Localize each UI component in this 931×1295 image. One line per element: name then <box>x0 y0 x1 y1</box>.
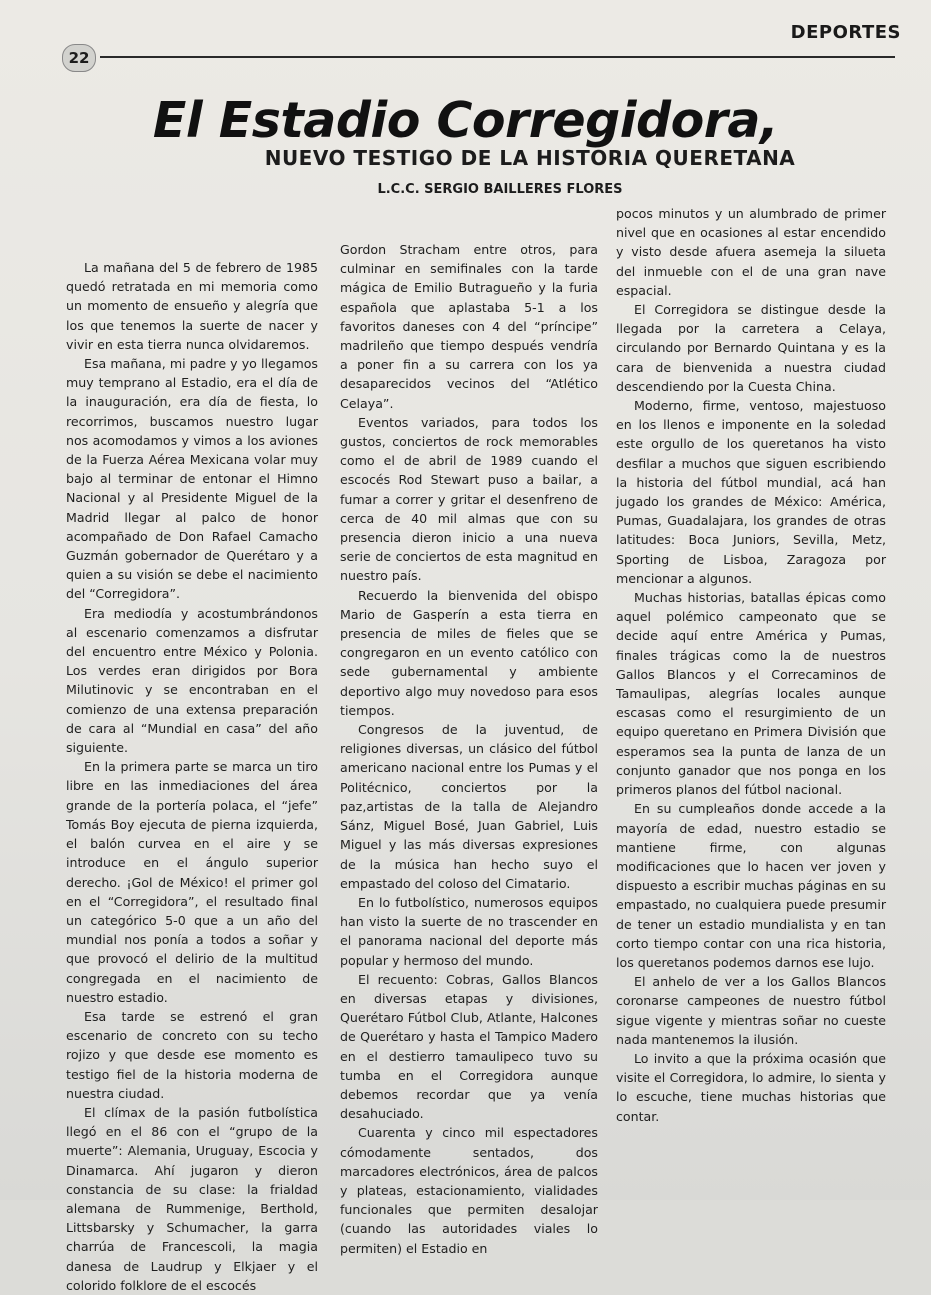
paragraph: Congresos de la juventud, de religiones diversas, un clásico del fútbol americano nacional entre los Pumas y el Politécnico, conciertos por la paz,artistas de la talla de Alejandro Sánz, Miguel Bosé, Juan Gabriel, Luis Miguel y las más diversas expresiones de la música han hecho suyo el empastado del coloso del Cimatario. <box>340 722 598 891</box>
article-column-3 <box>616 204 886 1126</box>
paragraph: Muchas historias, batallas épicas como aquel polémico campeonato que se decide aquí entre América y Pumas, finales trágicas como la de nuestros Gallos Blancos y el Correcaminos de Tamaulipas, alegrías locales aunque escasas como el resurgimiento de un equipo queretano en Primera División que esperamos sea la punta de lanza de un conjunto ganador que nos ponga en los primeros planos del fútbol nacional. <box>616 590 886 798</box>
paragraph: Cuarenta y cinco mil espectadores cómodamente sentados, dos marcadores electrónicos, área de palcos y plateas, estacionamiento, vialidades funcionales que permiten desalojar (cuando las autoridades viales lo permiten) el Estadio en <box>340 1125 598 1256</box>
article-subtitle: NUEVO TESTIGO DE LA HISTORIA QUERETANA <box>264 146 796 170</box>
paragraph: Era mediodía y acostumbrándonos al escenario comenzamos a disfrutar del encuentro entre México y Polonia. Los verdes eran dirigidos por Bora Milutinovic y se encontraban en el comienzo de una extensa preparación de cara al “Mundial en casa” del año siguiente. <box>66 605 318 756</box>
section-header: DEPORTES <box>790 22 901 43</box>
paragraph: El Corregidora se distingue desde la llegada por la carretera a Celaya, circulando por Bernardo Quintana y es la cara de bienvenida a nuestra ciudad descendiendo por la Cuesta China. <box>616 302 886 394</box>
paragraph: En lo futbolístico, numerosos equipos han visto la suerte de no trascender en el panorama nacional del deporte más popular y hermoso del mundo. <box>340 894 598 968</box>
paragraph: El anhelo de ver a los Gallos Blancos coronarse campeones de nuestro fútbol sigue vigente y mientras soñar no cueste nada mantenemos la ilusión. <box>616 974 886 1047</box>
article-column-2 <box>340 240 598 1258</box>
paragraph: En la primera parte se marca un tiro libre en las inmediaciones del área grande de la portería polaca, el “jefe” Tomás Boy ejecuta de pierna izquierda, el balón curvea en el aire y se introduce en el ángulo superior derecho. ¡Gol de México! el primer gol en el “Corregidora”, el resultado final un categórico 5-0 que a un año del mundial nos ponía a todos a soñar y que provocó el delirio de la multitud congregada en el nacimiento de nuestro estadio. <box>66 759 318 1005</box>
paragraph: Esa tarde se estrenó el gran escenario de concreto con su techo rojizo y que desde ese momento es testigo fiel de la historia moderna de nuestra ciudad. <box>66 1008 318 1101</box>
paragraph: En su cumpleaños donde accede a la mayoría de edad, nuestro estadio se mantiene firme, con algunas modificaciones que lo hacen ver joven y dispuesto a escribir muchas páginas en su empastado, no cualquiera puede presumir de tener un estadio mundialista y en tan corto tiempo contar con una rica historia, los queretanos podemos darnos ese lujo. <box>616 801 886 970</box>
header-rule <box>100 56 895 58</box>
article-author: L.C.C. SERGIO BAILLERES FLORES <box>377 182 623 197</box>
article-column-1 <box>66 258 318 1295</box>
page-number: 22 <box>62 44 96 72</box>
paragraph: Esa mañana, mi padre y yo llegamos muy temprano al Estadio, era el día de la inauguración, era día de fiesta, lo recorrimos, buscamos nuestro lugar nos acomodamos y vimos a los aviones de la Fuerza Aérea Mexicana volar muy bajo al terminar de entonar el Himno Nacional y al Presidente Miguel de la Madrid llegar al palco de honor acompañado de Don Rafael Camacho Guzmán gobernador de Querétaro y a quien a su visión se debe el nacimiento del “Corregidora”. <box>66 356 318 602</box>
paragraph: Eventos variados, para todos los gustos, conciertos de rock memorables como el de abril de 1989 cuando el escocés Rod Stewart puso a bailar, a fumar a correr y gritar el desenfreno de cerca de 40 mil almas que con su presencia dieron inicio a una nueva serie de conciertos de esta magnitud en nuestro país. <box>340 414 598 584</box>
paragraph: El recuento: Cobras, Gallos Blancos en diversas etapas y divisiones, Querétaro Fútbol Club, Atlante, Halcones de Querétaro y hasta el Tampico Madero en el destierro tamaulipeco tuvo su tumba en el Corregidora aunque debemos recordar que ya venía desahuciado. <box>340 971 598 1122</box>
paragraph: Moderno, firme, ventoso, majestuoso en los llenos e imponente en la soledad este orgullo de los queretanos ha visto desfilar a muchos que siguen escribiendo la historia del fútbol mundial, acá han jugado los grandes de México: América, Pumas, Guadalajara, los grandes de otras latitudes: Boca Juniors, Sevilla, Metz, Sporting de Lisboa, Zaragoza por mencionar a algunos. <box>616 398 886 586</box>
paragraph: Lo invito a que la próxima ocasión que visite el Corregidora, lo admire, lo sienta y lo escuche, tiene muchas historias que contar. <box>616 1050 886 1124</box>
paragraph: La mañana del 5 de febrero de 1985 quedó retratada en mi memoria como un momento de ensueño y alegría que los que tenemos la suerte de nacer y vivir en esta tierra nunca olvidaremos. <box>66 260 318 352</box>
paragraph: El clímax de la pasión futbolística llegó en el 86 con el “grupo de la muerte”: Alemania, Uruguay, Escocia y Dinamarca. Ahí jugaron y dieron constancia de su clase: la frialdad alemana de Rummenige, Berthold, Littsbarsky y Schumacher, la garra charrúa de Francescoli, la magia danesa de Laudrup y Elkjaer y el colorido folklore de el escocés <box>66 1104 318 1293</box>
paragraph: Gordon Stracham entre otros, para culminar en semifinales con la tarde mágica de Emilio Butragueño y la furia española que aplastaba 5-1 a los favoritos daneses con 4 del “príncipe” madrileño que tiempo después vendría a poner fin a su carrera con los ya desaparecidos vecinos del “Atlético Celaya”. <box>340 242 598 411</box>
paragraph: Recuerdo la bienvenida del obispo Mario de Gasperín a esta tierra en presencia de miles de fieles que se congregaron en un evento católico con sede gubernamental y ambiente deportivo algo muy novedoso para esos tiempos. <box>340 587 598 718</box>
article-title: El Estadio Corregidora, <box>152 92 779 149</box>
paragraph: pocos minutos y un alumbrado de primer nivel que en ocasiones al estar encendido y visto desde afuera asemeja la silueta del inmueble con el de una gran nave espacial. <box>616 206 886 298</box>
